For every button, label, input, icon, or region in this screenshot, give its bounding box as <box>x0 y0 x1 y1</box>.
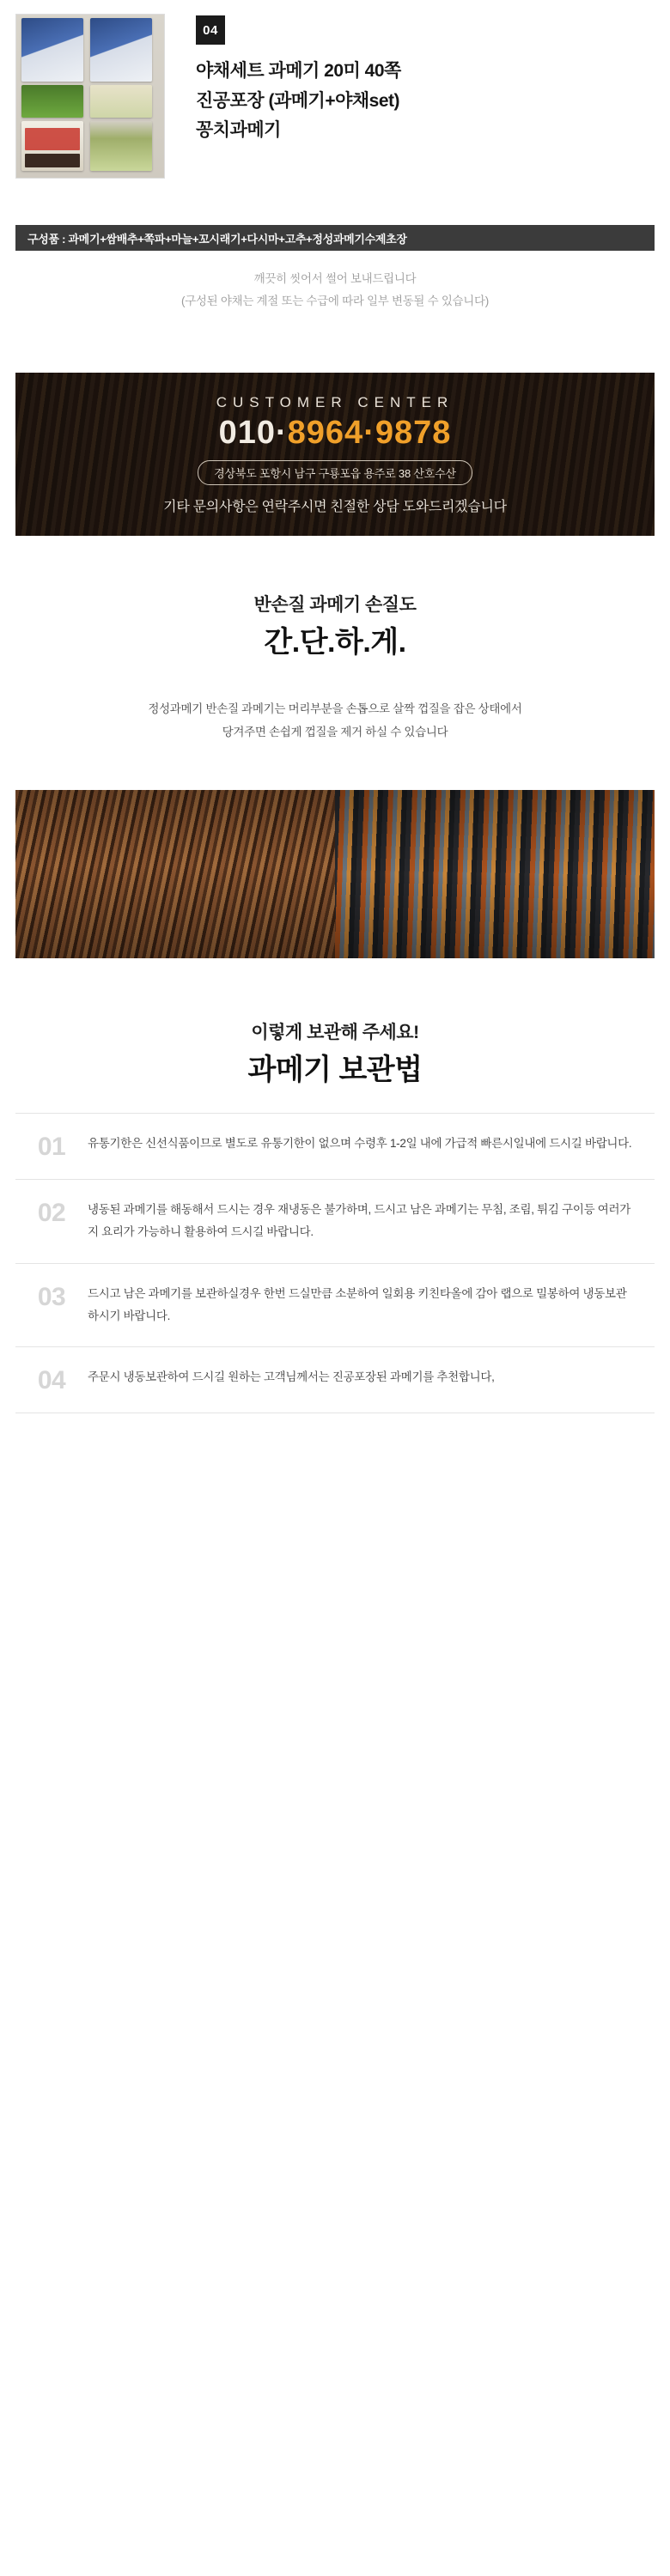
composition-note-line-1: 깨끗히 씻어서 썰어 보내드립니다 <box>253 272 417 285</box>
page-title-line-2: 진공포장 (과메기+야채set) <box>196 90 400 111</box>
step-text: 냉동된 과메기를 해동해서 드시는 경우 재냉동은 불가하며, 드시고 남은 과메기는 무침, 조림, 튀김 구이등 여러가지 요리가 가능하니 활용하여 드시길 바랍니다. <box>88 1203 631 1239</box>
composition-note <box>0 268 670 312</box>
step-number: 04 <box>37 1366 66 1395</box>
handling-description-line-2: 당겨주면 손쉽게 껍질을 제거 하실 수 있습니다 <box>222 726 448 738</box>
handling-title: 간.단.하.게. <box>264 626 406 659</box>
phone-prefix: 010 <box>218 414 276 451</box>
phone-middle: 8964 <box>287 414 364 451</box>
customer-center-banner <box>15 373 655 536</box>
composition-note-line-2: (구성된 야채는 계절 또는 수급에 따라 일부 변동될 수 있습니다) <box>181 294 489 307</box>
product-photo <box>15 14 165 179</box>
storage-subtitle: 이렇게 보관해 주세요! <box>251 1023 419 1042</box>
hero-section <box>0 0 670 213</box>
gallery-photo-left <box>15 790 335 958</box>
step-text: 드시고 남은 과메기를 보관하실경우 한번 드실만큼 소분하여 일회용 키친타올에 감아 랩으로 밀봉하여 냉동보관하시기 바랍니다. <box>88 1286 627 1322</box>
composition-bar: 구성품 : 과메기+쌈배추+쪽파+마늘+꼬시래기+다시마+고추+정성과메기수제초장 <box>15 225 655 251</box>
photo-green-onion-tray <box>21 85 83 118</box>
step-number: 02 <box>37 1199 66 1227</box>
phone-last: 9878 <box>375 414 452 451</box>
customer-center-phone[interactable] <box>219 415 452 452</box>
section-number-badge: 04 <box>196 15 225 45</box>
handling-description <box>0 697 670 744</box>
phone-separator-1: · <box>276 414 288 451</box>
photo-package-right <box>90 18 152 82</box>
customer-center-label: CUSTOMER CENTER <box>216 393 454 410</box>
handling-subtitle: 반손질 과메기 손질도 <box>253 595 417 615</box>
step-number: 01 <box>37 1133 66 1161</box>
phone-separator-2: · <box>363 414 375 451</box>
photo-garlic-tray <box>90 85 152 118</box>
step-text: 주문시 냉동보관하여 드시길 원하는 고객님께서는 진공포장된 과메기를 추천합니다, <box>88 1370 495 1384</box>
page-title-line-1: 야채세트 과메기 20미 40쪽 <box>196 61 401 81</box>
customer-center-footer: 기타 문의사항은 연락주시면 친절한 상담 도와드리겠습니다 <box>163 499 507 514</box>
storage-step-list <box>15 1113 655 1413</box>
page-title <box>196 57 643 146</box>
photo-cabbage-tray <box>90 121 152 171</box>
store-address: 경상북도 포항시 남구 구룡포읍 용주로 38 산호수산 <box>198 460 472 485</box>
photo-package-left <box>21 18 83 82</box>
list-item <box>15 1113 655 1179</box>
list-item <box>15 1179 655 1263</box>
storage-title: 과메기 보관법 <box>247 1054 423 1086</box>
photo-seaweed-tray <box>25 154 80 167</box>
gallery-photo-right <box>335 790 655 958</box>
photo-gallery <box>15 790 655 958</box>
step-text: 유통기한은 신선식품이므로 별도로 유통기한이 없으며 수령후 1-2일 내에 가급적 빠른시일내에 드시길 바랍니다. <box>88 1137 632 1150</box>
handling-description-line-1: 정성과메기 반손질 과메기는 머리부분을 손톱으로 살짝 껍질을 잡은 상태에서 <box>148 702 522 715</box>
page-title-line-3: 꽁치과메기 <box>196 120 281 141</box>
step-number: 03 <box>37 1282 66 1311</box>
photo-shading-right <box>335 790 655 958</box>
photo-sauce-label <box>25 128 80 150</box>
photo-shading-left <box>15 790 335 958</box>
list-item <box>15 1346 655 1413</box>
list-item <box>15 1263 655 1347</box>
